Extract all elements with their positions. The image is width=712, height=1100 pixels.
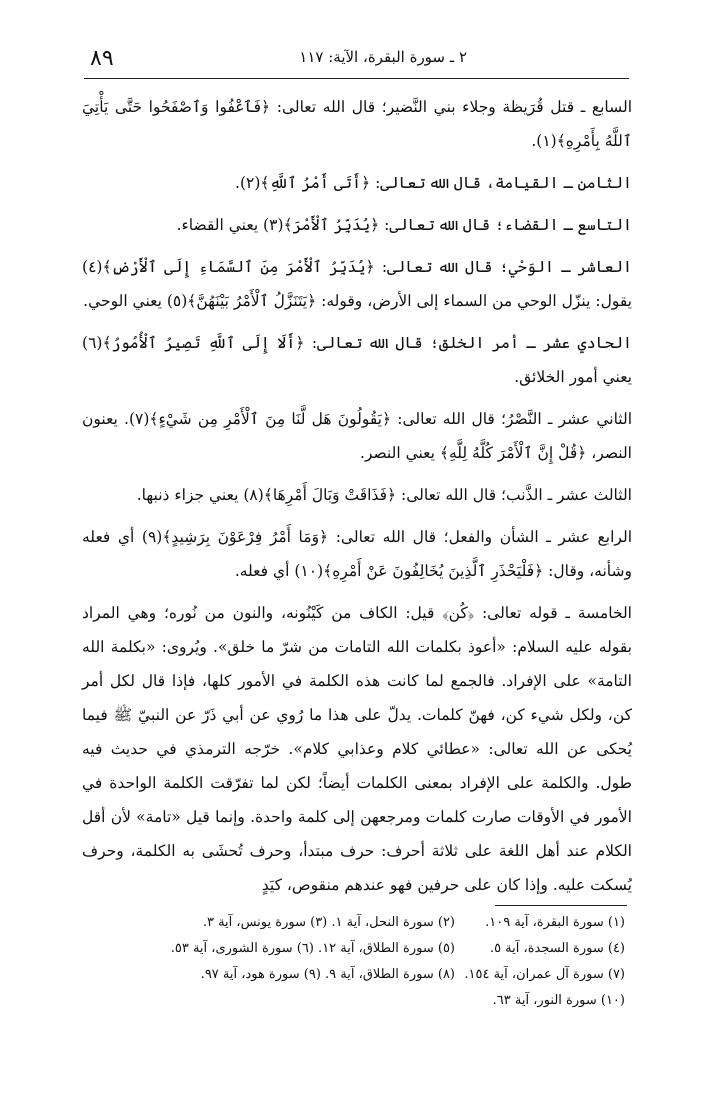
- footnote-row: [85, 962, 625, 988]
- footnote-row: [85, 910, 625, 936]
- footnote: (٨) سورة الطلاق، آية ٩. (٩) سورة هود، آية ٩٧.: [200, 967, 455, 982]
- paragraph: العاشر ـ الوَحْي؛ قال الله تعالى: ﴿يُدَبِّرُ ٱلْأَمْرَ مِنَ ٱلسَّمَاءِ إِلَى ٱلْأَرْضِ﴾(٤) يقول: ينزّل الوحي من السماء إلى الأرض، وقوله: ﴿يَتَنَزَّلُ ٱلْأَمْرُ بَيْنَهُنَّ﴾(٥) يعني الوحي.: [82, 258, 632, 310]
- footnote: (١٠) سورة النور، آية ٦٣.: [492, 993, 625, 1008]
- page-header: [60, 40, 637, 70]
- paragraph: الثالث عشر ـ الذَّنب؛ قال الله تعالى: ﴿فَذَاقَتْ وَبَالَ أَمْرِهَا﴾(٨) يعني جزاء ذنبها.: [136, 486, 632, 504]
- footnote-row: [85, 988, 625, 1014]
- paragraph: الثامن ـ القيامة، قال الله تعالى: ﴿أَتَى أَمْرُ ٱللَّهِ﴾(٢).: [235, 174, 632, 192]
- footnote: [85, 988, 455, 1014]
- main-text: [82, 90, 632, 910]
- paragraph: الخامسة ـ قوله تعالى: ﴿كُن﴾ قيل: الكاف من كَيْنُونه، والنون من نُوره؛ وهي المراد بقوله عليه السلام: «أعوذ بكلمات الله التامات من شرّ ما خلق». ويُروى: «بكلمة الله التامة» على الإفراد. فالجمع لما كانت هذه الكلمة في الأمور كلها، فإذا قال لكل أمر كن، ولكل شيء كن، فهنّ كلمات. يدلّ على هذا ما رُوي عن أبي ذَرّ عن النبيّ ﷺ فيما يُحكى عن الله تعالى: «عطائي كلام وعذابي كلام». خرّجه الترمذي في حديث فيه طول. والكلمة على الإفراد بمعنى الكلمات أيضاً؛ لكن لما تفرّقت الكلمة الواحدة في الأمور في الأوقات صارت كلمات ومرجعهن إلى كلمة واحدة. وإنما قيل «تامة» لأن أقل الكلام عند أهل اللغة على ثلاثة أحرف: حرف مبتدأ، وحرف تُحشَى به الكلمة، وحرف يُسكت عليه. وإذا كان على حرفين فهو عندهم منقوص، كيَدٍ: [82, 604, 632, 894]
- paragraph: الحادي عشر ـ أمر الخلق؛ قال الله تعالى: ﴿أَلَا إِلَى ٱللَّهِ تَصِيرُ ٱلْأُمُورُ﴾(٦) يعني أمور الخلائق.: [82, 334, 632, 386]
- page-number: ٨٩: [90, 46, 114, 71]
- footnote: (١) سورة البقرة، آية ١٠٩.: [485, 915, 625, 930]
- paragraph: السابع ـ قتل قُرَيظة وجلاء بني النَّضير؛ قال الله تعالى: ﴿فَٱعْفُوا وَٱصْفَحُوا حَتَّى يَأْتِيَ ٱللَّهُ بِأَمْرِهِ﴾(١).: [82, 98, 632, 150]
- footnote: (٤) سورة السجدة، آية ٥.: [489, 941, 625, 956]
- header-rule: [84, 78, 629, 79]
- paragraph: الرابع عشر ـ الشأن والفعل؛ قال الله تعالى: ﴿وَمَا أَمْرُ فِرْعَوْنَ بِرَشِيدٍ﴾(٩) أي فعله وشأنه، وقال: ﴿فَلْيَحْذَرِ ٱلَّذِينَ يُخَالِفُونَ عَنْ أَمْرِهِ﴾(١٠) أي فعله.: [82, 528, 632, 580]
- running-head: ٢ ـ سورة البقرة، الآية: ١١٧: [299, 48, 467, 66]
- footnote-rule: [495, 905, 627, 906]
- footnote: (٢) سورة النحل، آية ١. (٣) سورة يونس، آية ٣.: [202, 915, 455, 930]
- footnote: (٧) سورة آل عمران، آية ١٥٤.: [464, 967, 625, 982]
- paragraph: التاسع ـ القضاء؛ قال الله تعالى: ﴿يُدَبِّرُ ٱلْأَمْرَ﴾(٣) يعني القضاء.: [176, 216, 632, 234]
- footnote-row: [85, 936, 625, 962]
- footnotes: [85, 910, 625, 1014]
- footnote: (٥) سورة الطلاق، آية ١٢. (٦) سورة الشورى، آية ٥٣.: [170, 941, 455, 956]
- paragraph: الثاني عشر ـ النَّصْرُ؛ قال الله تعالى: ﴿يَقُولُونَ هَل لَّنَا مِنَ ٱلْأَمْرِ مِن شَيْءٍ﴾(٧). يعنون النصر، ﴿قُلْ إِنَّ ٱلْأَمْرَ كُلَّهُ لِلَّهِ﴾ يعني النصر.: [82, 410, 632, 462]
